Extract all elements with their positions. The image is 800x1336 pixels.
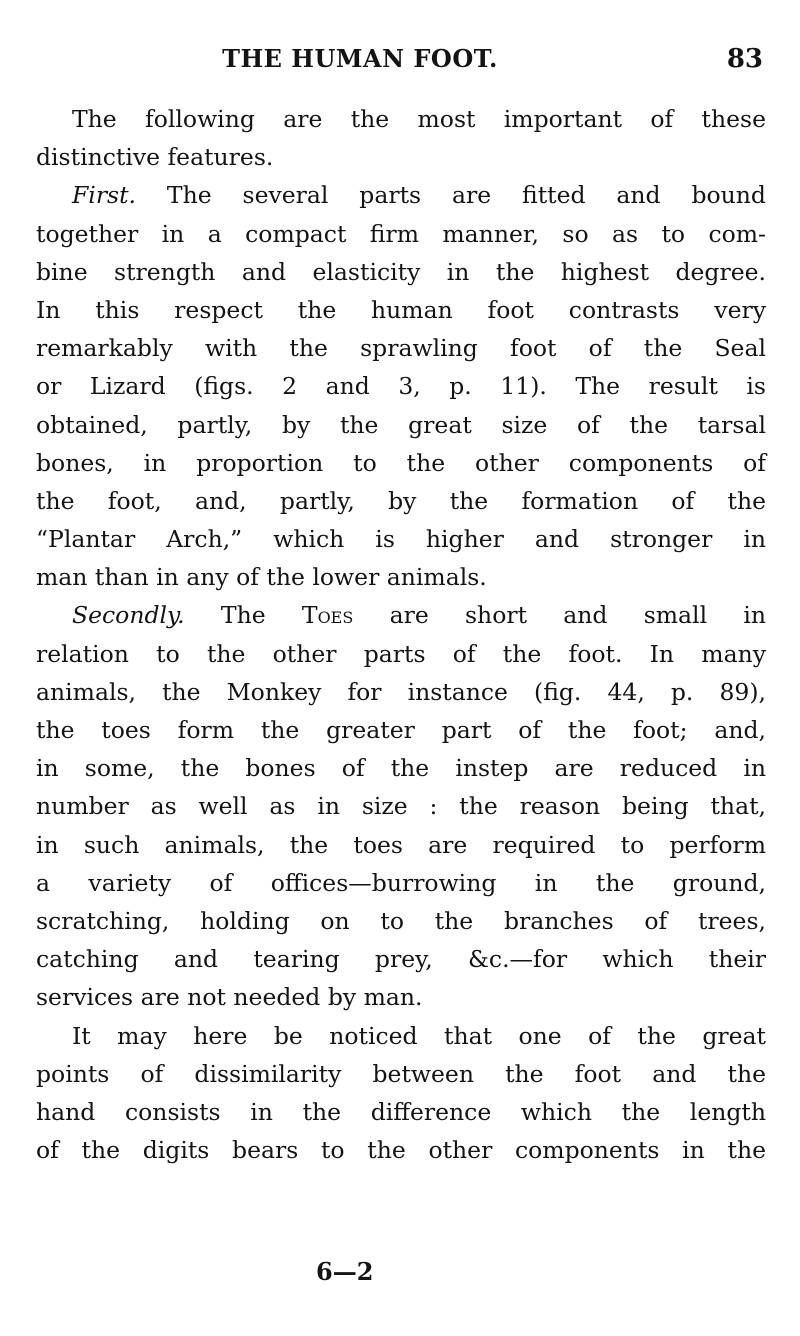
- text-line: the toes form the greater part of the foot; and,: [36, 716, 766, 744]
- text-line: catching and tearing prey, &c.—for which their: [36, 945, 766, 974]
- text-line: man than in any of the lower animals.: [36, 563, 487, 592]
- text-line: distinctive features.: [36, 143, 274, 172]
- text-line: scratching, holding on to the branches of trees,: [36, 906, 766, 935]
- text-line: bones, in proportion to the other components of: [36, 448, 766, 477]
- text-line: or Lizard (figs. 2 and 3, p. 11). The result is: [36, 372, 766, 401]
- text-line: remarkably with the sprawling foot of the Seal: [36, 334, 766, 363]
- text-line: It may here be noticed that one of the great: [72, 1021, 766, 1050]
- text-line: In this respect the human foot contrasts very: [36, 295, 766, 324]
- text-line: animals, the Monkey for instance (fig. 44, p. 89),: [36, 677, 766, 706]
- text-line: [36, 596, 766, 634]
- text-line: hand consists in the difference which the length: [36, 1097, 766, 1126]
- body-text: [36, 100, 766, 1169]
- page-number: 83: [726, 44, 763, 74]
- running-head: [0, 44, 800, 84]
- running-title: THE HUMAN FOOT.: [222, 44, 498, 73]
- text-line-rest: The several parts are fitted and bound: [166, 181, 766, 210]
- text-line: obtained, partly, by the great size of the tarsal: [36, 410, 766, 439]
- text-line: “Plantar Arch,” which is higher and stronger in: [36, 525, 766, 554]
- emphasis-toes: Toes: [301, 601, 354, 630]
- text-line: points of dissimilarity between the foot and the: [36, 1059, 766, 1088]
- text-line: services are not needed by man.: [36, 983, 423, 1012]
- emphasis-secondly: Secondly.: [72, 601, 185, 630]
- text-line: a variety of offices—burrowing in the ground,: [36, 868, 766, 897]
- text-line-rest: are short and small in: [389, 601, 766, 630]
- text-line: in some, the bones of the instep are reduced in: [36, 754, 766, 783]
- signature-mark: 6—2: [316, 1257, 374, 1286]
- emphasis-first: First.: [72, 181, 137, 210]
- text-line: in such animals, the toes are required to perform: [36, 830, 766, 859]
- text-line: of the digits bears to the other components in the: [36, 1136, 766, 1165]
- text-line: the foot, and, partly, by the formation of the: [36, 486, 766, 515]
- text-line: [36, 176, 766, 214]
- text-line: bine strength and elasticity in the highest degree.: [36, 257, 766, 286]
- text-line: number as well as in size : the reason being that,: [36, 792, 766, 821]
- text-line: together in a compact firm manner, so as to com-: [36, 219, 766, 248]
- text-line: relation to the other parts of the foot. In many: [36, 639, 766, 668]
- text-line-part: The: [220, 601, 266, 630]
- text-line: The following are the most important of these: [72, 105, 766, 133]
